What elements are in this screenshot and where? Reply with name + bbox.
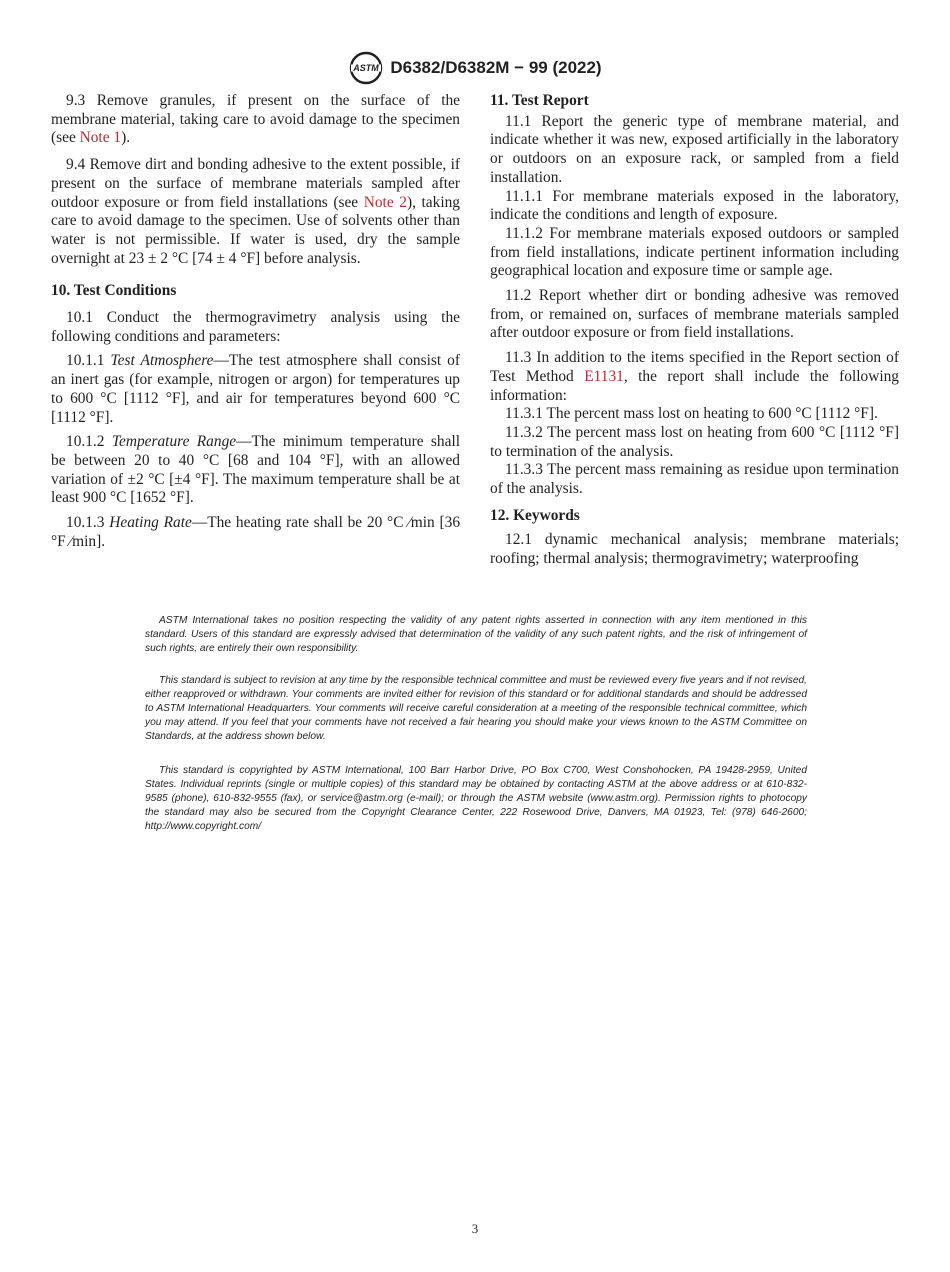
section-12-heading: 12. Keywords [490,506,580,524]
patent-notice: ASTM International takes no position respecting the validity of any patent rights asserted in connection with any item mentioned in this standard. Users of this standard are expressly advised that determination of the validity of any such patent rights, and the risk of infringement of such rights, are entirely their own responsibility. [145,615,807,654]
svg-text:ASTM: ASTM [353,63,380,73]
paragraph-11-2: 11.2 Report whether dirt or bonding adhesive was removed from, or remained on, surfaces of membrane materials sampled after outdoor exposure or from field installations. [490,287,899,342]
e1131-link[interactable]: E1131 [584,367,624,385]
document-id: D6382/D6382M − 99 (2022) [390,58,602,77]
paragraph-10-1: 10.1 Conduct the thermogravimetry analysis using the following conditions and parameters: [51,309,460,345]
page-header [0,50,950,91]
paragraph-11-3-3: 11.3.3 The percent mass remaining as residue upon termination of the analysis. [490,461,899,498]
paragraph-11-1-2: 11.1.2 For membrane materials exposed outdoors or sampled from field installations, indicate pertinent information including geographical location and exposure time or sample age. [490,224,899,280]
page-number: 3 [471,1221,479,1236]
paragraph-10-1-1: 10.1.1 Test Atmosphere—The test atmosphere shall consist of an inert gas (for example, nitrogen or argon) for temperatures up to 600 °C [1112 °F], and air for temperatures beyond 600 °C [1112 °F]. [51,352,461,426]
paragraph-11-3-1: 11.3.1 The percent mass lost on heating to 600 °C [1112 °F]. [505,405,878,423]
paragraph-11-3-2: 11.3.2 The percent mass lost on heating from 600 °C [1112 °F] to termination of the analysis. [490,423,899,460]
paragraph-10-1-3: 10.1.3 Heating Rate—The heating rate shall be 20 °C ⁄min [36 °F ⁄min]. [51,514,461,550]
paragraph-11-1: 11.1 Report the generic type of membrane material, and indicate whether it was new, exposed artificially in the laboratory or outdoors on an exposure rack, or sampled from a field installation. [490,112,899,186]
astm-logo-icon [348,50,384,86]
paragraph-9-3: 9.3 Remove granules, if present on the surface of the membrane material, taking care to avoid damage to the specimen (see Note 1). [51,92,460,147]
paragraph-10-1-2: 10.1.2 Temperature Range—The minimum temperature shall be between 20 to 40 °C [68 and 104 °F], with an allowed variation of ±2 °C [±4 °F]. The maximum temperature shall be at least 900 °C [1652 °F]. [51,433,460,507]
copyright-notice: This standard is copyrighted by ASTM International, 100 Barr Harbor Drive, PO Box C700, West Conshohocken, PA 19428-2959, United States. Individual reprints (single or multiple copies) of this standard may be obtained by contacting ASTM at the above address or at 610-832-9585 (phone), 610-832-9555 (fax), or service@astm.org (e-mail); or through the ASTM website (www.astm.org). Permission rights to photocopy the standard may also be secured from the Copyright Clearance Center, 222 Rosewood Drive, Danvers, MA 01923, Tel: (978) 646-2600; http://www.copyright.com/ [145,765,807,832]
paragraph-9-4: 9.4 Remove dirt and bonding adhesive to the extent possible, if present on the surface of membrane materials sampled after outdoor exposure or from field installations (see Note 2), taking care to avoid damage to the specimen. Use of solvents other than water is not permissible. If water is used, dry the sample overnight at 23 ± 2 °C [74 ± 4 °F] before analysis. [51,156,460,267]
right-column [490,92,899,569]
revision-notice: This standard is subject to revision at any time by the responsible technical committee and must be reviewed every five years and if not revised, either reapproved or withdrawn. Your comments are invited either for revision of this standard or for additional standards and should be addressed to ASTM International Headquarters. Your comments will receive careful consideration at a meeting of the responsible technical committee, which you may attend. If you feel that your comments have not received a fair hearing you should make your views known to the ASTM Committee on Standards, at the address shown below. [145,675,807,742]
left-column [51,92,460,551]
note-1-link[interactable]: Note 1 [79,129,122,147]
paragraph-11-1-1: 11.1.1 For membrane materials exposed in the laboratory, indicate the conditions and length of exposure. [490,187,899,224]
note-2-link[interactable]: Note 2 [363,193,407,211]
section-11-heading: 11. Test Report [490,92,589,109]
section-10-heading: 10. Test Conditions [51,282,177,300]
paragraph-11-3: 11.3 In addition to the items specified in the Report section of Test Method E1131, the report shall include the following information: [490,349,899,404]
paragraph-12-1: 12.1 dynamic mechanical analysis; membrane materials; roofing; thermal analysis; thermogravimetry; waterproofing [490,531,899,568]
